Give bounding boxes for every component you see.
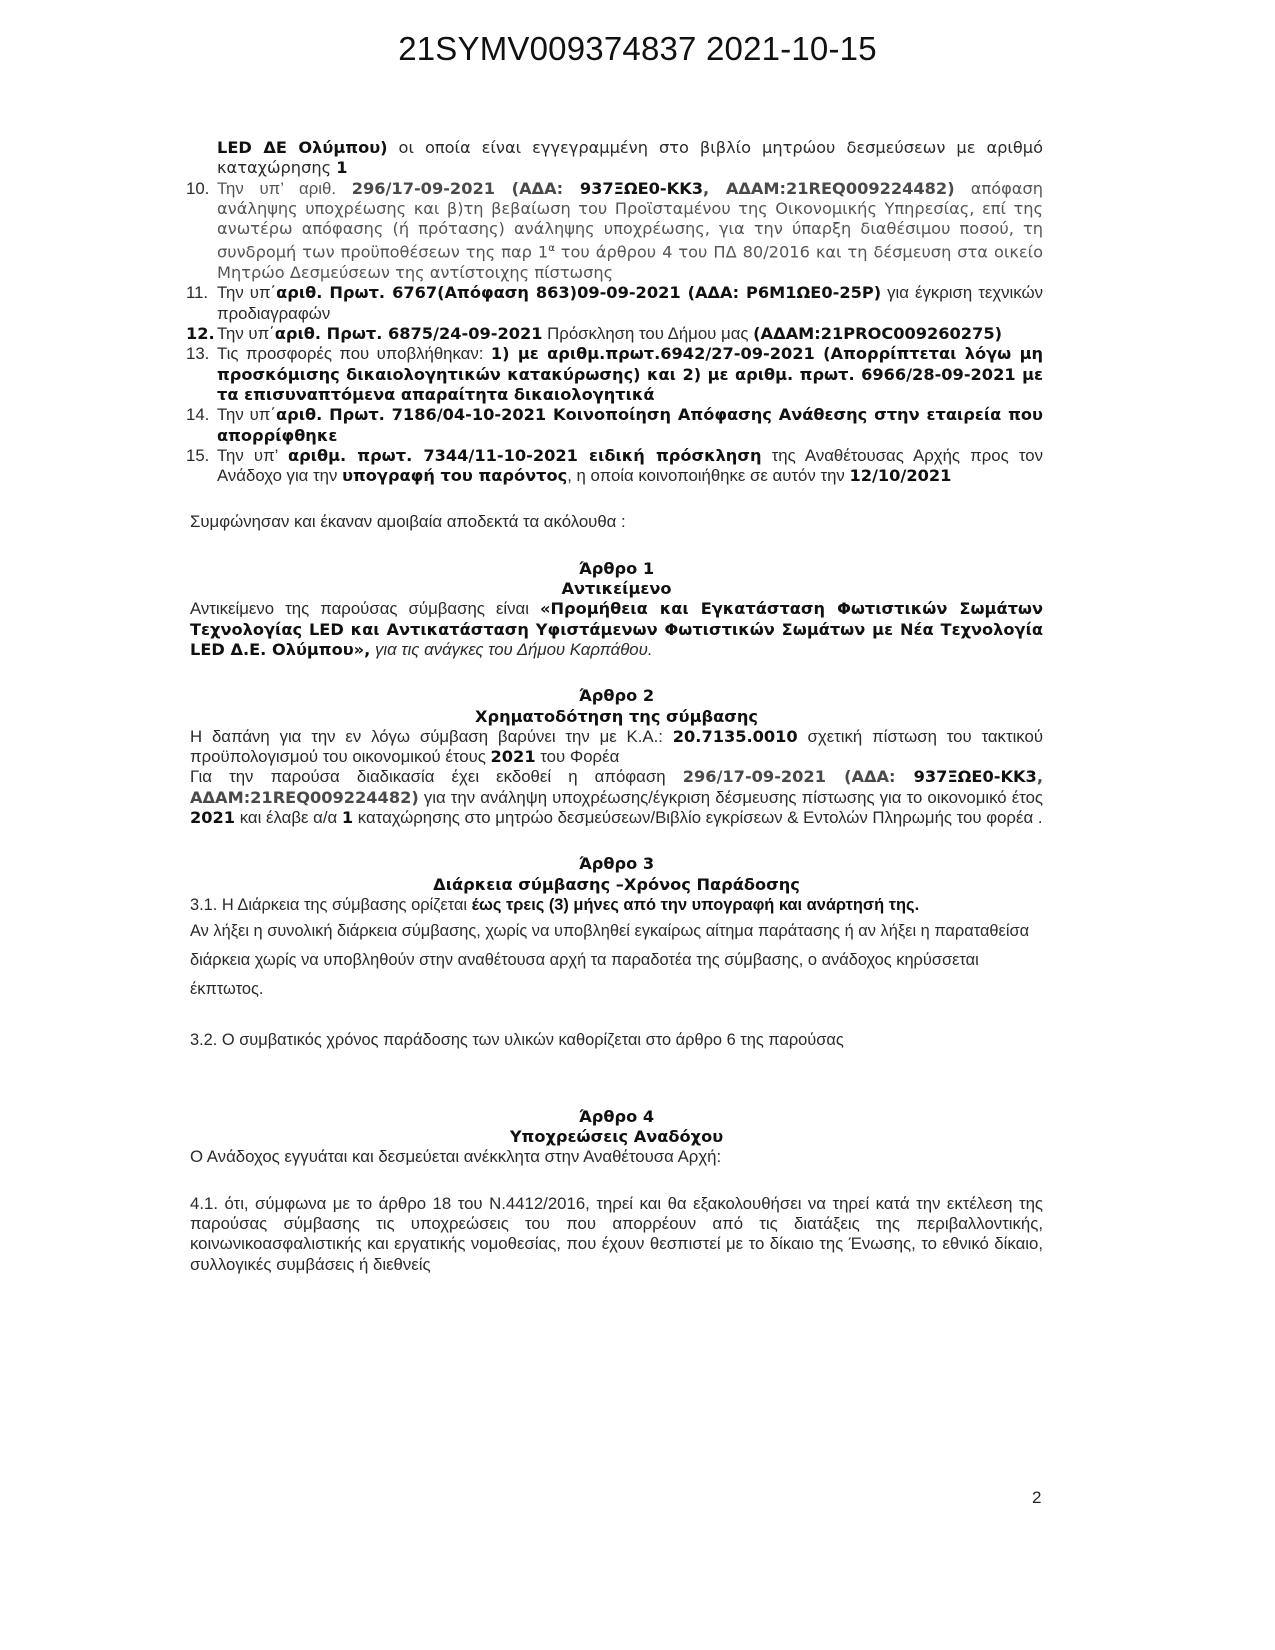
clause-number: 3.1. bbox=[190, 895, 218, 914]
article-3-paragraph-1-body: Αν λήξει η συνολική διάρκεια σύμβασης, χωρίς να υποβληθεί εγκαίρως αίτημα παράτασης ή αν λήξει η παραταθείσα διάρκεια χωρίς να υποβληθούν στην αναθέτουσα αρχή τα παραδοτέα της σύμβασης, ο ανάδοχος κηρύσσεται έκπτωτος. bbox=[190, 921, 1030, 998]
year: 2021 bbox=[490, 747, 536, 767]
list-item-13 bbox=[186, 344, 1043, 405]
year: 2021 bbox=[190, 808, 236, 827]
article-2-paragraph-2 bbox=[190, 767, 1043, 828]
intro-bold: LED ΔΕ Ολύμπου) bbox=[217, 138, 388, 157]
agreed-statement: Συμφώνησαν και έκαναν αμοιβαία αποδεκτά τα ακόλουθα : bbox=[190, 512, 626, 532]
document-id-header: 21SYMV009374837 2021-10-15 bbox=[398, 30, 877, 67]
text: σχετική πίστωση του τακτικού προϋπολογισμού του οικονομικού έτους bbox=[190, 726, 1043, 767]
list-number: 10. bbox=[186, 178, 210, 198]
item-bold: αριθ. Πρωτ. 6767(Απόφαση 863)09-09-2021 (ΑΔΑ: Ρ6Μ1ΩΕ0-25Ρ) bbox=[276, 283, 882, 303]
intro-continuation bbox=[190, 138, 1043, 179]
article-2-subtitle: Χρηματοδότηση της σύμβασης bbox=[475, 706, 758, 726]
article-3-paragraph-2: 3.2. Ο συμβατικός χρόνος παράδοσης των υλικών καθορίζεται στο άρθρο 6 της παρούσας bbox=[190, 1030, 844, 1049]
item-bold-2: υπογραφή του παρόντος bbox=[342, 466, 568, 486]
item-bold: αριθ. Πρωτ. 6875/24-09-2021 bbox=[274, 324, 543, 344]
text: Η Διάρκεια της σύμβασης ορίζεται bbox=[217, 895, 472, 914]
item-bold: αριθμ. πρωτ. 7344/11-10-2021 ειδική πρόσκληση bbox=[287, 445, 762, 465]
item-text: για έγκριση τεχνικών προδιαγραφών bbox=[217, 283, 1043, 323]
list-number: 15. bbox=[186, 445, 210, 465]
list-number: 14. bbox=[186, 405, 210, 425]
text: καταχώρησης στο μητρώο δεσμεύσεων/Βιβλίο εγκρίσεων & Εντολών Πληρωμής του φορέα . bbox=[353, 808, 1043, 827]
item-adam: ΑΔΑΜ:21REQ009224482) bbox=[725, 178, 955, 198]
list-number: 11. bbox=[186, 283, 209, 303]
item-ada: 937ΞΩΕ0-ΚΚ3 bbox=[579, 178, 703, 198]
list-number: 13. bbox=[186, 344, 210, 364]
decision-ref: 296/17-09-2021 (ΑΔΑ: bbox=[682, 767, 914, 787]
list-item-11 bbox=[186, 283, 1043, 324]
article-1-prefix: Αντικείμενο της παρούσας σύμβασης είναι bbox=[190, 599, 541, 619]
article-1-subtitle: Αντικείμενο bbox=[561, 579, 672, 599]
page-number: 2 bbox=[1032, 1488, 1042, 1507]
article-4-paragraph-2: 4.1. ότι, σύμφωνα με το άρθρο 18 του Ν.4412/2016, τηρεί και θα εξακολουθήσει να τηρεί κατά την εκτέλεση της παρούσας σύμβασης τις υποχρεώσεις του που απορρέουν από τις διατάξεις της περιβαλλοντικής, κοινωνικοασφαλιστικής και εργατικής νομοθεσίας, που έχουν θεσπιστεί με το δίκαιο της Ένωσης, το εθνικό δίκαιο, συλλογικές συμβάσεις ή διεθνείς bbox=[190, 1193, 1043, 1274]
item-prefix: Την υπ΄ bbox=[217, 324, 275, 344]
text: Η δαπάνη για την εν λόγω σύμβαση βαρύνει την με Κ.Α.: bbox=[190, 726, 673, 746]
duration-bold: έως τρεις (3) μήνες από την υπογραφή και ανάρτησή της. bbox=[471, 895, 920, 914]
list-item-14 bbox=[186, 405, 1043, 446]
article-1-bold: «Προμήθεια και Εγκατάσταση Φωτιστικών Σωμάτων Τεχνολογίας LED και Αντικατάσταση Υφιστάμενων Φωτιστικών Σωμάτων με Νέα Τεχνολογία LED Δ.Ε. Ολύμπου», bbox=[190, 599, 1044, 659]
article-1-body bbox=[190, 599, 1043, 660]
item-prefix: Την υπ’ αριθ. bbox=[217, 178, 352, 198]
text: και έλαβε α/α bbox=[235, 808, 342, 827]
item-ref: 296/17-09-2021 (ΑΔΑ: bbox=[351, 178, 580, 198]
article-3-paragraph-1-head bbox=[190, 895, 1043, 915]
article-3-subtitle: Διάρκεια σύμβασης –Χρόνος Παράδοσης bbox=[433, 874, 800, 894]
intro-num: 1 bbox=[336, 158, 348, 178]
item-date: 12/10/2021 bbox=[849, 466, 952, 486]
ada-code: 937ΞΩΕ0-ΚΚ3 bbox=[913, 767, 1037, 787]
item-text: Πρόσκληση του Δήμου μας bbox=[542, 324, 754, 344]
article-1-title: Άρθρο 1 bbox=[578, 558, 655, 578]
entry-number: 1 bbox=[341, 808, 354, 827]
item-text: της Αναθέτουσας Αρχής προς τον Ανάδοχο για την bbox=[217, 445, 1043, 486]
item-prefix: Την υπ΄ bbox=[217, 405, 276, 425]
item-prefix: Την υπ΄ bbox=[217, 283, 277, 303]
text: για την ανάληψη υποχρέωσης/έγκριση δέσμευσης πίστωσης για το οικονομικό έτος bbox=[418, 787, 1043, 807]
intro-text: οι οποία είναι εγγεγραμμένη στο βιβλίο μητρώου δεσμεύσεων με αριθμό καταχώρησης bbox=[217, 138, 1043, 178]
item-prefix: Τις προσφορές που υποβλήθηκαν: bbox=[217, 344, 491, 364]
document-body bbox=[186, 138, 1044, 1275]
article-4-subtitle: Υποχρεώσεις Αναδόχου bbox=[509, 1127, 724, 1147]
list-item-12 bbox=[186, 324, 1043, 344]
item-prefix: Την υπ’ bbox=[217, 445, 288, 465]
item-bold: αριθ. Πρωτ. 7186/04-10-2021 Κοινοποίηση Απόφασης Ανάθεσης στην εταιρεία που απορρίφθηκε bbox=[217, 405, 1043, 445]
item-bold-2: (ΑΔΑΜ:21PROC009260275) bbox=[753, 324, 1002, 344]
item-text-2: , η οποία κοινοποιήθηκε σε αυτόν την bbox=[567, 466, 850, 486]
item-bold: 1) με αριθμ.πρωτ.6942/27-09-2021 (Απορρίπτεται λόγω μη προσκόμισης δικαιολογητικών κατακύρωσης) και 2) με αριθμ. πρωτ. 6966/28-09-2021 με τα επισυναπτόμενα απαραίτητα δικαιολογητικά bbox=[217, 344, 1043, 404]
article-2-paragraph-1 bbox=[190, 727, 1043, 768]
item-text-2: του άρθρου 4 του ΠΔ 80/2016 και τη δέσμευση στα οικείο Μητρώο Δεσμεύσεων της αντίστοιχης πίστωσης bbox=[217, 242, 1043, 283]
list-item-10 bbox=[186, 178, 1043, 284]
text: Για την παρούσα διαδικασία έχει εκδοθεί η απόφαση bbox=[190, 767, 683, 787]
list-item-15 bbox=[186, 445, 1043, 487]
item-text: απόφαση ανάληψης υποχρέωσης και β)τη βεβαίωση του Προϊσταμένου της Οικονομικής Υπηρεσίας, επί της ανωτέρω απόφασης (ή πρότασης) ανάληψης υποχρέωσης, για την ύπαρξη διαθέσιμου ποσού, τη συνδρομή των προϋποθέσεων της παρ 1 bbox=[217, 178, 1043, 262]
list-number: 12. bbox=[186, 324, 215, 344]
article-4-title: Άρθρο 4 bbox=[578, 1106, 655, 1126]
adam-code: ΑΔΑΜ:21REQ009224482) bbox=[190, 787, 419, 807]
article-1-italic: για τις ανάγκες του Δήμου Καρπάθου. bbox=[370, 639, 653, 659]
budget-code: 20.7135.0010 bbox=[672, 726, 798, 746]
text: του Φορέα bbox=[535, 747, 620, 767]
article-4-paragraph-1: Ο Ανάδοχος εγγυάται και δεσμεύεται ανέκκλητα στην Αναθέτουσα Αρχή: bbox=[190, 1147, 722, 1167]
item-comma: , bbox=[703, 178, 726, 198]
article-2-title: Άρθρο 2 bbox=[578, 686, 655, 706]
item-superscript: α bbox=[548, 243, 555, 255]
text: , bbox=[1036, 767, 1043, 787]
article-3-title: Άρθρο 3 bbox=[578, 854, 655, 874]
